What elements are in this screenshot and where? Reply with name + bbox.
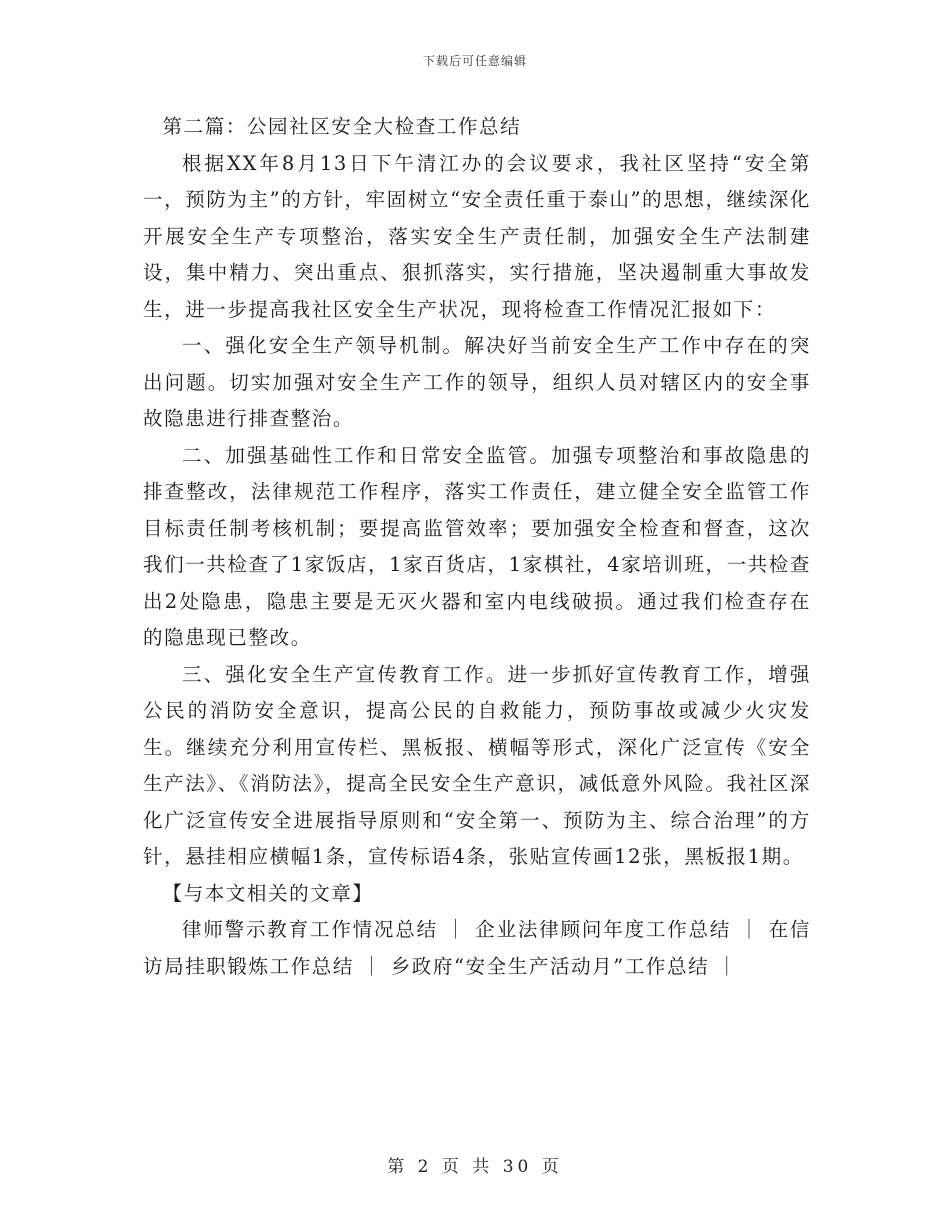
document-body bbox=[143, 109, 811, 985]
paragraph-section-1: 一、强化安全生产领导机制。解决好当前安全生产工作中存在的突出问题。切实加强对安全生产工作的领导，组织人员对辖区内的安全事故隐患进行排查整治。 bbox=[143, 334, 811, 430]
document-title: 第二篇：公园社区安全大检查工作总结 bbox=[162, 115, 522, 138]
paragraph-intro: 根据XX年8月13日下午清江办的会议要求，我社区坚持“安全第一，预防为主”的方针，牢固树立“安全责任重于泰山”的思想，继续深化开展安全生产专项整治，落实安全生产责任制，加强安全生产法制建设，集中精力、突出重点、狠抓落实，实行措施，坚决遏制重大事故发生，进一步提高我社区安全生产状况，现将检查工作情况汇报如下： bbox=[143, 151, 811, 321]
page-number: 第 2 页 共 30 页 bbox=[387, 1157, 563, 1177]
paragraph-section-3: 三、强化安全生产宣传教育工作。进一步抓好宣传教育工作，增强公民的消防安全意识，提高公民的自救能力，预防事故或减少火灾发生。继续充分利用宣传栏、黑板报、横幅等形式，深化广泛宣传《安全生产法》、《消防法》，提高全民安全生产意识，减低意外风险。我社区深化广泛宣传安全进展指导原则和“安全第一、预防为主、综合治理”的方针，悬挂相应横幅1条，宣传标语4条，张贴宣传画12张，黑板报1期。 bbox=[143, 662, 811, 868]
related-articles-heading: 【与本文相关的文章】 bbox=[162, 881, 374, 905]
related-articles-links[interactable]: 律师警示教育工作情况总结 ｜ 企业法律顾问年度工作总结 ｜ 在信访局挂职锻炼工作总结 ｜ 乡政府“安全生产活动月”工作总结 ｜ bbox=[143, 918, 811, 978]
paragraph-section-2: 二、加强基础性工作和日常安全监管。加强专项整治和事故隐患的排查整改，法律规范工作程序，落实工作责任，建立健全安全监管工作目标责任制考核机制；要提高监管效率；要加强安全检查和督查，这次我们一共检查了1家饭店，1家百货店，1家棋社，4家培训班，一共检查出2处隐患，隐患主要是无灭火器和室内电线破损。通过我们检查存在的隐患现已整改。 bbox=[143, 443, 811, 649]
header-note: 下载后可任意编辑 bbox=[422, 54, 527, 68]
